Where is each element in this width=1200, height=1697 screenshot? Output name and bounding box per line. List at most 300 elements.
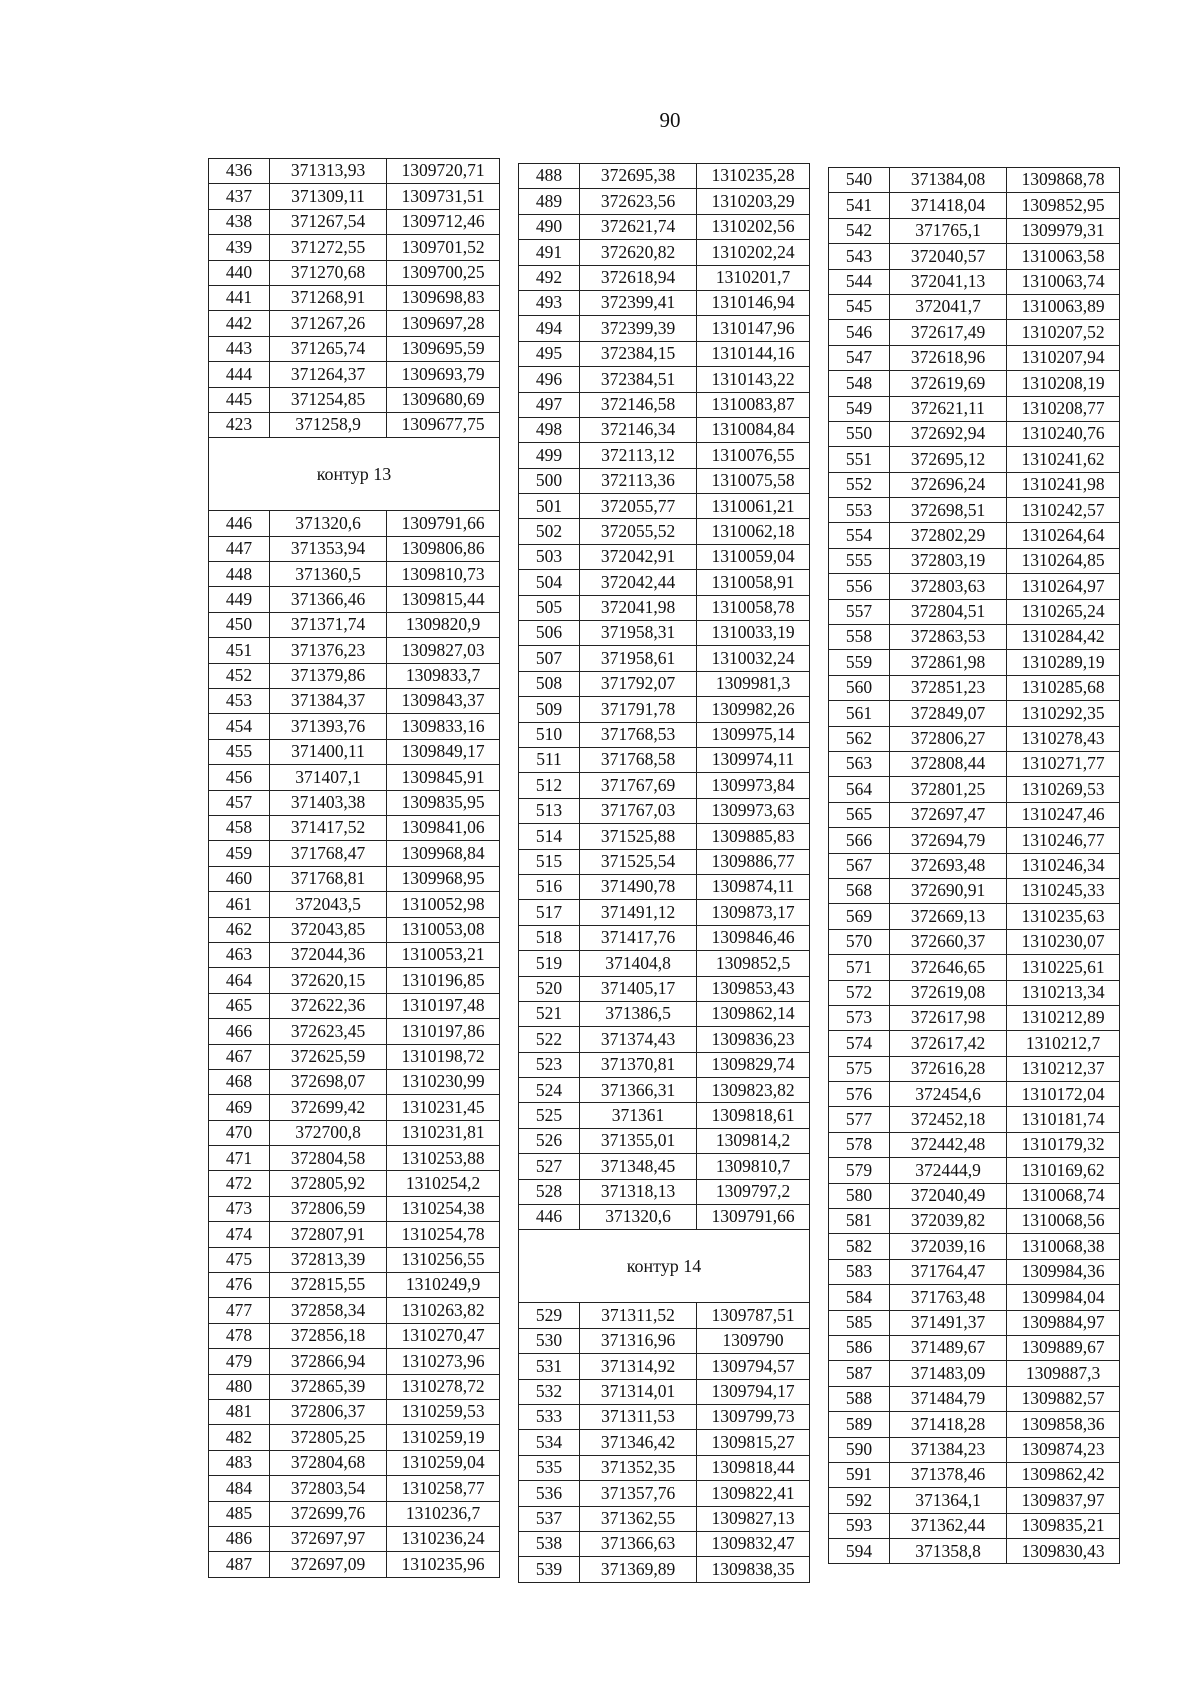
x-coordinate: 372384,15: [580, 341, 697, 366]
table-row: [209, 663, 500, 688]
point-number: 489: [519, 189, 580, 214]
point-number: 463: [209, 942, 270, 967]
y-coordinate: 1310259,04: [387, 1450, 500, 1475]
x-coordinate: 372616,28: [890, 1056, 1007, 1081]
y-coordinate: 1309677,75: [387, 412, 500, 437]
y-coordinate: 1310278,72: [387, 1374, 500, 1399]
point-number: 527: [519, 1154, 580, 1179]
y-coordinate: 1310235,96: [387, 1552, 500, 1577]
x-coordinate: 372040,49: [890, 1183, 1007, 1208]
x-coordinate: 371362,44: [890, 1513, 1007, 1538]
point-number: 493: [519, 290, 580, 315]
point-number: 484: [209, 1476, 270, 1501]
point-number: 468: [209, 1069, 270, 1094]
x-coordinate: 372399,39: [580, 316, 697, 341]
point-number: 530: [519, 1328, 580, 1353]
contour-header: контур 13: [209, 438, 500, 511]
table-row: [829, 1158, 1120, 1183]
x-coordinate: 371358,8: [890, 1539, 1007, 1564]
point-number: 552: [829, 472, 890, 497]
point-number: 528: [519, 1179, 580, 1204]
x-coordinate: 372452,18: [890, 1107, 1007, 1132]
table-row: [209, 1146, 500, 1171]
table-row: [209, 1044, 500, 1069]
table-row: [829, 802, 1120, 827]
y-coordinate: 1310068,74: [1007, 1183, 1120, 1208]
point-number: 547: [829, 345, 890, 370]
point-number: 582: [829, 1234, 890, 1259]
x-coordinate: 372863,53: [890, 625, 1007, 650]
x-coordinate: 372804,51: [890, 599, 1007, 624]
y-coordinate: 1310213,34: [1007, 980, 1120, 1005]
x-coordinate: 372698,51: [890, 498, 1007, 523]
y-coordinate: 1310212,89: [1007, 1005, 1120, 1030]
point-number: 529: [519, 1303, 580, 1328]
y-coordinate: 1309835,95: [387, 790, 500, 815]
y-coordinate: 1310236,7: [387, 1501, 500, 1526]
table-row: [829, 751, 1120, 776]
y-coordinate: 1310144,16: [697, 341, 810, 366]
contour-header-row: [519, 1230, 810, 1303]
point-number: 485: [209, 1501, 270, 1526]
x-coordinate: 371384,08: [890, 168, 1007, 193]
y-coordinate: 1309852,95: [1007, 193, 1120, 218]
x-coordinate: 371371,74: [270, 612, 387, 637]
table-row: [519, 494, 810, 519]
table-row: [519, 1001, 810, 1026]
x-coordinate: 371318,13: [580, 1179, 697, 1204]
point-number: 423: [209, 412, 270, 437]
point-number: 585: [829, 1310, 890, 1335]
point-number: 543: [829, 244, 890, 269]
x-coordinate: 372849,07: [890, 701, 1007, 726]
y-coordinate: 1309697,28: [387, 311, 500, 336]
x-coordinate: 372040,57: [890, 244, 1007, 269]
point-number: 459: [209, 841, 270, 866]
y-coordinate: 1309843,37: [387, 689, 500, 714]
x-coordinate: 371360,5: [270, 562, 387, 587]
y-coordinate: 1309794,57: [697, 1354, 810, 1379]
y-coordinate: 1309731,51: [387, 184, 500, 209]
y-coordinate: 1310273,96: [387, 1349, 500, 1374]
table-row: [209, 841, 500, 866]
point-number: 472: [209, 1171, 270, 1196]
x-coordinate: 371264,37: [270, 362, 387, 387]
point-number: 441: [209, 285, 270, 310]
x-coordinate: 371384,37: [270, 689, 387, 714]
point-number: 568: [829, 878, 890, 903]
x-coordinate: 371791,78: [580, 697, 697, 722]
point-number: 469: [209, 1095, 270, 1120]
point-number: 556: [829, 574, 890, 599]
table-row: [829, 523, 1120, 548]
point-number: 496: [519, 367, 580, 392]
table-row: [519, 1481, 810, 1506]
point-number: 461: [209, 892, 270, 917]
x-coordinate: 372618,96: [890, 345, 1007, 370]
y-coordinate: 1310053,21: [387, 942, 500, 967]
y-coordinate: 1310278,43: [1007, 726, 1120, 751]
y-coordinate: 1310053,08: [387, 917, 500, 942]
table-row: [829, 1107, 1120, 1132]
y-coordinate: 1309833,16: [387, 714, 500, 739]
x-coordinate: 371353,94: [270, 536, 387, 561]
table-row: [829, 650, 1120, 675]
point-number: 575: [829, 1056, 890, 1081]
table-row: [519, 265, 810, 290]
point-number: 491: [519, 240, 580, 265]
y-coordinate: 1309874,23: [1007, 1437, 1120, 1462]
y-coordinate: 1310242,57: [1007, 498, 1120, 523]
y-coordinate: 1309814,2: [697, 1128, 810, 1153]
point-number: 497: [519, 392, 580, 417]
table-row: [209, 285, 500, 310]
point-number: 533: [519, 1404, 580, 1429]
table-row: [519, 595, 810, 620]
y-coordinate: 1310202,24: [697, 240, 810, 265]
y-coordinate: 1310264,97: [1007, 574, 1120, 599]
x-coordinate: 372113,12: [580, 443, 697, 468]
table-row: [519, 849, 810, 874]
y-coordinate: 1309837,97: [1007, 1488, 1120, 1513]
point-number: 569: [829, 904, 890, 929]
page-number: 90: [659, 108, 681, 132]
point-number: 559: [829, 650, 890, 675]
table-row: [519, 1103, 810, 1128]
x-coordinate: 372620,82: [580, 240, 697, 265]
x-coordinate: 371268,91: [270, 285, 387, 310]
table-row: [519, 341, 810, 366]
table-row: [519, 1404, 810, 1429]
table-row: [209, 942, 500, 967]
table-row: [209, 1374, 500, 1399]
point-number: 542: [829, 218, 890, 243]
x-coordinate: 371764,47: [890, 1259, 1007, 1284]
x-coordinate: 371361: [580, 1103, 697, 1128]
table-row: [519, 316, 810, 341]
x-coordinate: 371386,5: [580, 1001, 697, 1026]
y-coordinate: 1310052,98: [387, 892, 500, 917]
point-number: 498: [519, 417, 580, 442]
table-row: [829, 320, 1120, 345]
table-row: [829, 396, 1120, 421]
y-coordinate: 1310143,22: [697, 367, 810, 392]
point-number: 504: [519, 570, 580, 595]
x-coordinate: 372803,19: [890, 548, 1007, 573]
table-row: [829, 1335, 1120, 1360]
point-number: 443: [209, 336, 270, 361]
y-coordinate: 1310263,82: [387, 1298, 500, 1323]
table-row: [829, 548, 1120, 573]
x-coordinate: 371418,28: [890, 1412, 1007, 1437]
x-coordinate: 372696,24: [890, 472, 1007, 497]
point-number: 586: [829, 1335, 890, 1360]
x-coordinate: 371768,81: [270, 866, 387, 891]
x-coordinate: 372621,74: [580, 214, 697, 239]
table-row: [209, 714, 500, 739]
x-coordinate: 371311,52: [580, 1303, 697, 1328]
table-row: [829, 853, 1120, 878]
y-coordinate: 1309827,03: [387, 638, 500, 663]
point-number: 519: [519, 951, 580, 976]
y-coordinate: 1310258,77: [387, 1476, 500, 1501]
table-row: [519, 646, 810, 671]
y-coordinate: 1310235,28: [697, 164, 810, 189]
y-coordinate: 1309838,35: [697, 1557, 810, 1582]
table-row: [829, 929, 1120, 954]
y-coordinate: 1309791,66: [387, 511, 500, 536]
point-number: 566: [829, 828, 890, 853]
coordinate-table: [208, 158, 500, 1578]
y-coordinate: 1310269,53: [1007, 777, 1120, 802]
table-row: [519, 1328, 810, 1353]
table-row: [829, 294, 1120, 319]
x-coordinate: 372693,48: [890, 853, 1007, 878]
table-row: [209, 1476, 500, 1501]
x-coordinate: 371792,07: [580, 671, 697, 696]
y-coordinate: 1310225,61: [1007, 955, 1120, 980]
table-row: [519, 544, 810, 569]
x-coordinate: 372042,91: [580, 544, 697, 569]
table-row: [209, 511, 500, 536]
y-coordinate: 1309884,97: [1007, 1310, 1120, 1335]
y-coordinate: 1309968,84: [387, 841, 500, 866]
x-coordinate: 372384,51: [580, 367, 697, 392]
point-number: 507: [519, 646, 580, 671]
contour-header: контур 14: [519, 1230, 810, 1303]
y-coordinate: 1310246,34: [1007, 853, 1120, 878]
y-coordinate: 1310265,24: [1007, 599, 1120, 624]
x-coordinate: 372805,92: [270, 1171, 387, 1196]
point-number: 510: [519, 722, 580, 747]
y-coordinate: 1309693,79: [387, 362, 500, 387]
y-coordinate: 1309698,83: [387, 285, 500, 310]
x-coordinate: 371768,47: [270, 841, 387, 866]
x-coordinate: 371405,17: [580, 976, 697, 1001]
x-coordinate: 371958,61: [580, 646, 697, 671]
y-coordinate: 1310285,68: [1007, 675, 1120, 700]
table-row: [209, 1450, 500, 1475]
x-coordinate: 371320,6: [270, 511, 387, 536]
table-row: [209, 1501, 500, 1526]
point-number: 482: [209, 1425, 270, 1450]
point-number: 453: [209, 689, 270, 714]
point-number: 532: [519, 1379, 580, 1404]
point-number: 492: [519, 265, 580, 290]
point-number: 538: [519, 1531, 580, 1556]
y-coordinate: 1310063,74: [1007, 269, 1120, 294]
table-row: [829, 701, 1120, 726]
table-row: [519, 164, 810, 189]
point-number: 540: [829, 168, 890, 193]
y-coordinate: 1310230,99: [387, 1069, 500, 1094]
point-number: 495: [519, 341, 580, 366]
point-number: 524: [519, 1078, 580, 1103]
y-coordinate: 1309981,3: [697, 671, 810, 696]
table-row: [519, 1027, 810, 1052]
point-number: 454: [209, 714, 270, 739]
x-coordinate: 372803,63: [890, 574, 1007, 599]
x-coordinate: 371417,52: [270, 815, 387, 840]
x-coordinate: 371491,12: [580, 900, 697, 925]
y-coordinate: 1309832,47: [697, 1531, 810, 1556]
y-coordinate: 1309810,73: [387, 562, 500, 587]
table-row: [209, 587, 500, 612]
x-coordinate: 371767,69: [580, 773, 697, 798]
point-number: 503: [519, 544, 580, 569]
y-coordinate: 1310246,77: [1007, 828, 1120, 853]
point-number: 550: [829, 421, 890, 446]
y-coordinate: 1310197,86: [387, 1019, 500, 1044]
table-row: [209, 412, 500, 437]
table-row: [519, 1078, 810, 1103]
table-row: [209, 1425, 500, 1450]
point-number: 515: [519, 849, 580, 874]
x-coordinate: 371525,88: [580, 824, 697, 849]
table-row: [519, 1052, 810, 1077]
table-row: [209, 968, 500, 993]
y-coordinate: 1309836,23: [697, 1027, 810, 1052]
y-coordinate: 1310247,46: [1007, 802, 1120, 827]
point-number: 464: [209, 968, 270, 993]
point-number: 541: [829, 193, 890, 218]
x-coordinate: 372698,07: [270, 1069, 387, 1094]
x-coordinate: 371491,37: [890, 1310, 1007, 1335]
point-number: 511: [519, 747, 580, 772]
x-coordinate: 372625,59: [270, 1044, 387, 1069]
table-row: [829, 269, 1120, 294]
table-row: [519, 976, 810, 1001]
x-coordinate: 371366,46: [270, 587, 387, 612]
x-coordinate: 372861,98: [890, 650, 1007, 675]
x-coordinate: 372044,36: [270, 942, 387, 967]
table-row: [519, 621, 810, 646]
point-number: 523: [519, 1052, 580, 1077]
point-number: 502: [519, 519, 580, 544]
point-number: 531: [519, 1354, 580, 1379]
point-number: 470: [209, 1120, 270, 1145]
x-coordinate: 371404,8: [580, 951, 697, 976]
x-coordinate: 371379,86: [270, 663, 387, 688]
coordinate-table-column-1: [208, 158, 500, 1578]
point-number: 548: [829, 371, 890, 396]
table-row: [829, 421, 1120, 446]
y-coordinate: 1309720,71: [387, 159, 500, 184]
table-row: [829, 574, 1120, 599]
table-row: [519, 1506, 810, 1531]
y-coordinate: 1309794,17: [697, 1379, 810, 1404]
point-number: 458: [209, 815, 270, 840]
table-row: [519, 824, 810, 849]
point-number: 572: [829, 980, 890, 1005]
table-row: [829, 193, 1120, 218]
y-coordinate: 1310289,19: [1007, 650, 1120, 675]
y-coordinate: 1309845,91: [387, 765, 500, 790]
x-coordinate: 372804,58: [270, 1146, 387, 1171]
table-row: [519, 1154, 810, 1179]
y-coordinate: 1310271,77: [1007, 751, 1120, 776]
y-coordinate: 1310196,85: [387, 968, 500, 993]
table-row: [829, 244, 1120, 269]
table-row: [829, 1005, 1120, 1030]
point-number: 506: [519, 621, 580, 646]
point-number: 456: [209, 765, 270, 790]
y-coordinate: 1309975,14: [697, 722, 810, 747]
point-number: 480: [209, 1374, 270, 1399]
table-row: [519, 1557, 810, 1582]
y-coordinate: 1310179,32: [1007, 1132, 1120, 1157]
coordinate-table-column-2: [518, 163, 810, 1583]
y-coordinate: 1310230,07: [1007, 929, 1120, 954]
table-row: [209, 387, 500, 412]
point-number: 526: [519, 1128, 580, 1153]
x-coordinate: 371364,1: [890, 1488, 1007, 1513]
table-row: [829, 218, 1120, 243]
point-number: 477: [209, 1298, 270, 1323]
table-row: [209, 209, 500, 234]
table-row: [209, 1273, 500, 1298]
table-row: [829, 1513, 1120, 1538]
table-row: [829, 1412, 1120, 1437]
table-row: [519, 671, 810, 696]
point-number: 565: [829, 802, 890, 827]
point-number: 455: [209, 739, 270, 764]
x-coordinate: 371403,38: [270, 790, 387, 815]
point-number: 438: [209, 209, 270, 234]
point-number: 583: [829, 1259, 890, 1284]
y-coordinate: 1309973,84: [697, 773, 810, 798]
x-coordinate: 371320,6: [580, 1205, 697, 1230]
point-number: 558: [829, 625, 890, 650]
x-coordinate: 372815,55: [270, 1273, 387, 1298]
point-number: 539: [519, 1557, 580, 1582]
y-coordinate: 1309680,69: [387, 387, 500, 412]
y-coordinate: 1309886,77: [697, 849, 810, 874]
x-coordinate: 372619,08: [890, 980, 1007, 1005]
point-number: 577: [829, 1107, 890, 1132]
point-number: 473: [209, 1196, 270, 1221]
y-coordinate: 1310147,96: [697, 316, 810, 341]
y-coordinate: 1310264,64: [1007, 523, 1120, 548]
table-row: [209, 1526, 500, 1551]
table-row: [209, 689, 500, 714]
x-coordinate: 371270,68: [270, 260, 387, 285]
x-coordinate: 372617,49: [890, 320, 1007, 345]
x-coordinate: 371311,53: [580, 1404, 697, 1429]
y-coordinate: 1310169,62: [1007, 1158, 1120, 1183]
table-row: [829, 447, 1120, 472]
x-coordinate: 371316,96: [580, 1328, 697, 1353]
point-number: 545: [829, 294, 890, 319]
point-number: 488: [519, 164, 580, 189]
x-coordinate: 371265,74: [270, 336, 387, 361]
y-coordinate: 1310146,94: [697, 290, 810, 315]
y-coordinate: 1309862,42: [1007, 1462, 1120, 1487]
table-row: [829, 980, 1120, 1005]
x-coordinate: 372055,77: [580, 494, 697, 519]
x-coordinate: 372660,37: [890, 929, 1007, 954]
point-number: 562: [829, 726, 890, 751]
x-coordinate: 372041,98: [580, 595, 697, 620]
point-number: 462: [209, 917, 270, 942]
y-coordinate: 1310231,45: [387, 1095, 500, 1120]
table-row: [829, 675, 1120, 700]
x-coordinate: 371484,79: [890, 1386, 1007, 1411]
x-coordinate: 372695,38: [580, 164, 697, 189]
point-number: 581: [829, 1209, 890, 1234]
x-coordinate: 371763,48: [890, 1285, 1007, 1310]
x-coordinate: 372699,42: [270, 1095, 387, 1120]
